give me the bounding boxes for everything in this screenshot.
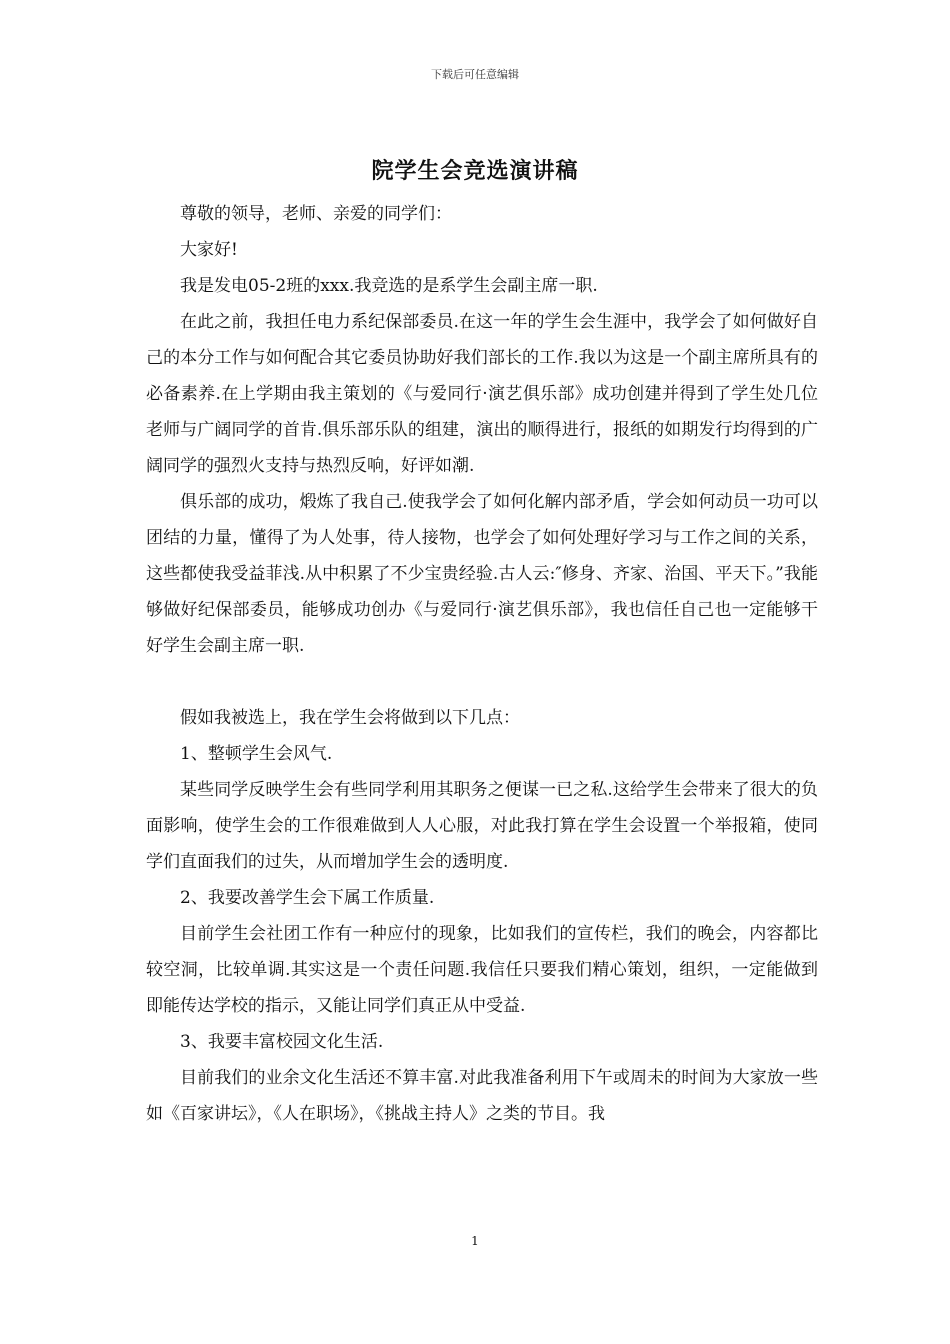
paragraph-point-2-body: 目前学生会社团工作有一种应付的现象，比如我们的宣传栏，我们的晚会，内容都比较空洞，比较单调.其实这是一个责任问题.我信任只要我们精心策划，组织，一定能做到即能传达学校的指示，又能让同学们真正从中受益. (146, 924, 818, 1016)
paragraph-point-2-heading: 2、我要改善学生会下属工作质量. (180, 888, 435, 908)
paragraph-greeting: 大家好! (180, 240, 238, 260)
document-title: 院学生会竞选演讲稿 (371, 158, 579, 184)
paragraph-point-3-body: 目前我们的业余文化生活还不算丰富.对此我准备利用下午或周未的时间为大家放一些如《百家讲坛》，《人在职场》，《挑战主持人》之类的节目。我 (146, 1068, 818, 1124)
page-number: 1 (471, 1234, 479, 1248)
paragraph-point-3-heading: 3、我要丰富校园文化生活. (180, 1032, 384, 1052)
paragraph-blank (146, 664, 818, 700)
paragraph-experience: 在此之前，我担任电力系纪保部委员.在这一年的学生会生涯中，我学会了如何做好自己的本分工作与如何配合其它委员协助好我们部长的工作.我以为这是一个副主席所具有的必备素养.在上学期由我主策划的《与爱同行·演艺俱乐部》成功创建并得到了学生处几位老师与广阔同学的首肯.俱乐部乐队的组建，演出的顺得进行，报纸的如期发行均得到的广阔同学的强烈火支持与热烈反响，好评如潮. (146, 312, 818, 476)
document-body (146, 196, 818, 1132)
paragraph-introduction: 我是发电05-2班的xxx.我竞选的是系学生会副主席一职. (180, 276, 598, 296)
paragraph-club-success: 俱乐部的成功，煅炼了我自己.使我学会了如何化解内部矛盾，学会如何动员一功可以团结的力量，懂得了为人处事，待人接物，也学会了如何处理好学习与工作之间的关系，这些都使我受益菲浅.从中积累了不少宝贵经验.古人云:″修身、齐家、治国、平天下。”我能够做好纪保部委员，能够成功创办《与爱同行·演艺俱乐部》，我也信任自己也一定能够干好学生会副主席一职. (146, 492, 818, 656)
paragraph-point-1-heading: 1、整顿学生会风气. (180, 744, 333, 764)
paragraph-plan-intro: 假如我被选上，我在学生会将做到以下几点： (180, 708, 520, 728)
paragraph-salutation: 尊敬的领导，老师、亲爱的同学们： (180, 204, 452, 224)
paragraph-point-1-body: 某些同学反映学生会有些同学利用其职务之便谋一已之私.这给学生会带来了很大的负面影响，使学生会的工作很难做到人人心服，对此我打算在学生会设置一个举报箱，使同学们直面我们的过失，从而增加学生会的透明度. (146, 780, 818, 872)
header-note: 下载后可任意编辑 (431, 68, 519, 81)
